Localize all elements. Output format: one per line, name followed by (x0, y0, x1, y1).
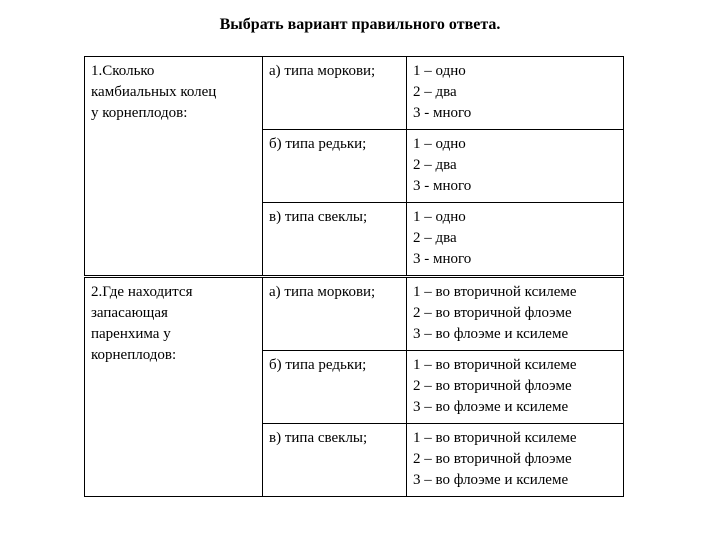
options-cell (407, 130, 624, 203)
options-cell (407, 203, 624, 277)
variant-cell (263, 277, 407, 351)
table-row (85, 277, 624, 351)
question-line: корнеплодов: (91, 347, 177, 363)
variant-label: б) типа редьки; (269, 136, 367, 152)
variant-label: в) типа свеклы; (269, 209, 368, 225)
options-cell (407, 57, 624, 130)
variant-label: а) типа моркови; (269, 284, 376, 300)
question-line: камбиальных колец (91, 84, 217, 100)
variant-label: а) типа моркови; (269, 63, 376, 79)
page-title: Выбрать вариант правильного ответа. (219, 16, 501, 33)
option-item: 1 – во вторичной ксилеме (413, 357, 577, 373)
question-line: паренхима у (91, 326, 171, 342)
option-item: 1 – во вторичной ксилеме (413, 430, 577, 446)
option-item: 1 – одно (413, 63, 466, 79)
variant-cell (263, 130, 407, 203)
option-item: 3 - много (413, 178, 472, 194)
quiz-table (84, 56, 624, 497)
question-line: у корнеплодов: (91, 105, 188, 121)
variant-cell (263, 351, 407, 424)
question-cell (85, 277, 263, 497)
option-item: 3 – во флоэме и ксилеме (413, 326, 569, 342)
question-line: 1.Сколько (91, 63, 155, 79)
option-item: 2 – два (413, 157, 457, 173)
option-item: 1 – во вторичной ксилеме (413, 284, 577, 300)
question-cell (85, 57, 263, 277)
variant-label: б) типа редьки; (269, 357, 367, 373)
variant-label: в) типа свеклы; (269, 430, 368, 446)
option-item: 2 – во вторичной флоэме (413, 451, 572, 467)
variant-cell (263, 57, 407, 130)
options-cell (407, 351, 624, 424)
option-item: 1 – одно (413, 209, 466, 225)
question-line: 2.Где находится (91, 284, 193, 300)
option-item: 3 – во флоэме и ксилеме (413, 399, 569, 415)
option-item: 3 - много (413, 105, 472, 121)
variant-cell (263, 424, 407, 497)
option-item: 2 – во вторичной флоэме (413, 305, 572, 321)
option-item: 2 – два (413, 230, 457, 246)
option-item: 2 – два (413, 84, 457, 100)
question-line: запасающая (91, 305, 168, 321)
option-item: 2 – во вторичной флоэме (413, 378, 572, 394)
option-item: 3 - много (413, 251, 472, 267)
option-item: 3 – во флоэме и ксилеме (413, 472, 569, 488)
option-item: 1 – одно (413, 136, 466, 152)
variant-cell (263, 203, 407, 277)
options-cell (407, 277, 624, 351)
options-cell (407, 424, 624, 497)
table-row (85, 57, 624, 130)
